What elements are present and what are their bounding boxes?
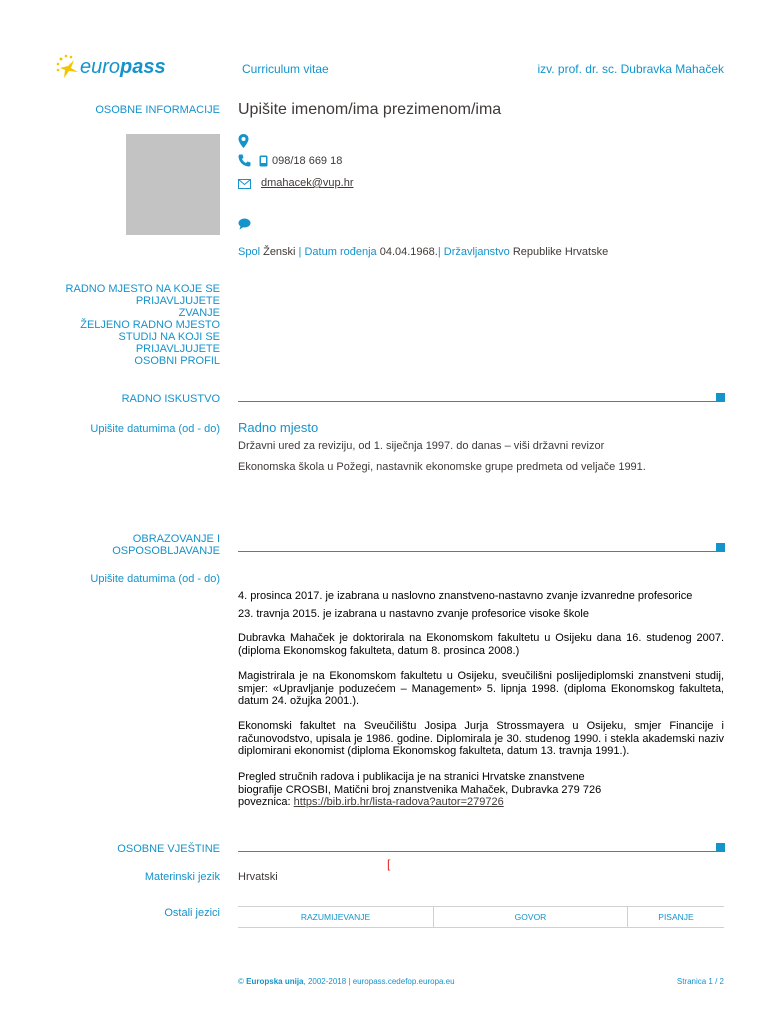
education-label-line-2: OSPOSOBLJAVANJE bbox=[112, 545, 220, 557]
position-label: STUDIJ NA KOJI SE bbox=[118, 331, 220, 343]
photo-placeholder bbox=[126, 134, 220, 235]
col-understanding: RAZUMIJEVANJE bbox=[238, 907, 434, 927]
position-label: PRIJAVLJUJETE bbox=[135, 295, 220, 307]
section-divider bbox=[238, 551, 716, 552]
experience-date-label: Upišite datumima (od - do) bbox=[90, 423, 220, 435]
europass-logo bbox=[54, 52, 164, 82]
job-line-2: Ekonomska škola u Požegi, nastavnik ekonomske grupe predmeta od veljače 1991. bbox=[238, 461, 646, 473]
native-language-label: Materinski jezik bbox=[144, 871, 220, 883]
phone-number: 098/18 669 18 bbox=[272, 155, 343, 167]
edu-p5: Ekonomski fakultet na Sveučilištu Josipa Jurja Strossmayera u Osijeku, smjer Financije i računovodstvo, upisala je 1986. godine. Diplomirala je 30. studenog 1990. i stekla akademski naziv diplomirani ekonomist (diploma Ekonomskog fakulteta, datum 13. travnja 1991.). bbox=[238, 720, 724, 757]
birth-label: Datum rođenja bbox=[304, 246, 377, 258]
position-label: RADNO MJESTO NA KOJE SE bbox=[65, 283, 220, 295]
position-labels bbox=[66, 283, 220, 367]
eu-name: Europska unija bbox=[246, 977, 304, 986]
citizenship-value: Republike Hrvatske bbox=[512, 246, 609, 258]
job-title: Radno mjesto bbox=[238, 420, 319, 435]
position-label: PRIJAVLJUJETE bbox=[135, 343, 220, 355]
position-label: ŽELJENO RADNO MJESTO bbox=[80, 319, 220, 331]
phone-icon bbox=[238, 154, 251, 167]
gender-label: Spol bbox=[238, 246, 261, 258]
edu-p1: 4. prosinca 2017. je izabrana u naslovno znanstveno-nastavno zvanje izvanredne profesorice bbox=[238, 590, 693, 602]
education-date-label: Upišite datumima (od - do) bbox=[90, 573, 220, 585]
other-languages-label: Ostali jezici bbox=[164, 907, 220, 919]
name-placeholder: Upišite imenom/ima prezimenom/ima bbox=[238, 101, 502, 118]
email-link[interactable]: dmahacek@vup.hr bbox=[261, 177, 354, 189]
logo-text-prefix: euro bbox=[80, 56, 121, 78]
education-label-line-1: OBRAZOVANJE I bbox=[132, 533, 220, 545]
section-divider bbox=[238, 851, 716, 852]
chat-icon bbox=[238, 218, 251, 230]
page-number: Stranica 1 / 2 bbox=[676, 977, 724, 986]
edu-p6-text: Pregled stručnih radova i publikacija je na stranici Hrvatske znanstvene biografije CROSBI, Matični broj znanstvenika Mahaček, Dubravka 279 726 poveznica: bbox=[238, 771, 602, 808]
crosbi-link[interactable]: https://bib.irb.hr/lista-radova?autor=279726 bbox=[293, 796, 504, 808]
email-icon bbox=[238, 179, 251, 189]
footer-years: , 2002-2018 | europass.cedefop.europa.eu bbox=[303, 977, 455, 986]
mobile-icon bbox=[259, 155, 268, 167]
col-speaking: GOVOR bbox=[434, 907, 628, 927]
position-label: OSOBNI PROFIL bbox=[134, 355, 220, 367]
section-divider bbox=[238, 401, 716, 402]
section-personal-info: OSOBNE INFORMACIJE bbox=[95, 104, 220, 116]
birth-value: 04.04.1968. bbox=[379, 246, 438, 258]
personal-details-line: Spol Ženski | Datum rođenja 04.04.1968.| Državljanstvo Republike Hrvatske bbox=[238, 246, 609, 258]
section-work-experience: RADNO ISKUSTVO bbox=[121, 393, 220, 405]
language-table-header bbox=[238, 906, 724, 928]
edu-p3: Dubravka Mahaček je doktorirala na Ekonomskom fakultetu u Osijeku dana 16. studenog 2007. (diploma Ekonomskog fakulteta, datum 8. prosinca 2008.) bbox=[238, 632, 724, 657]
edu-p6 bbox=[238, 771, 630, 809]
section-divider-square bbox=[716, 843, 725, 852]
edu-p4: Magistrirala je na Ekonomskom fakultetu u Osijeku, sveučilišni poslijediplomski znanstveni studij, smjer: «Upravljanje poduzećem – Management» 5. lipnja 1998. (diploma Ekonomskog fakulteta, datum 24. ožujka 2001.). bbox=[238, 670, 724, 707]
location-icon bbox=[238, 134, 249, 148]
job-line-1: Državni ured za reviziju, od 1. siječnja 1997. do danas – viši državni revizor bbox=[238, 440, 605, 452]
edit-marker: [ bbox=[387, 857, 391, 871]
copyright-icon: © bbox=[238, 977, 244, 986]
section-divider-square bbox=[716, 543, 725, 552]
section-divider-square bbox=[716, 393, 725, 402]
doc-type: Curriculum vitae bbox=[242, 62, 329, 76]
header-person-name: izv. prof. dr. sc. Dubravka Mahaček bbox=[537, 62, 724, 76]
col-writing: PISANJE bbox=[658, 912, 694, 922]
section-education bbox=[112, 533, 220, 557]
footer-copyright bbox=[238, 977, 455, 986]
gender-value: Ženski bbox=[263, 246, 296, 258]
citizenship-label: Državljanstvo bbox=[443, 246, 510, 258]
section-personal-skills: OSOBNE VJEŠTINE bbox=[117, 843, 220, 855]
native-language: Hrvatski bbox=[238, 871, 278, 883]
edu-p2: 23. travnja 2015. je izabrana u nastavno zvanje profesorice visoke škole bbox=[238, 608, 589, 620]
position-label: ZVANJE bbox=[178, 307, 220, 319]
logo-text-suffix: pass bbox=[120, 56, 166, 78]
